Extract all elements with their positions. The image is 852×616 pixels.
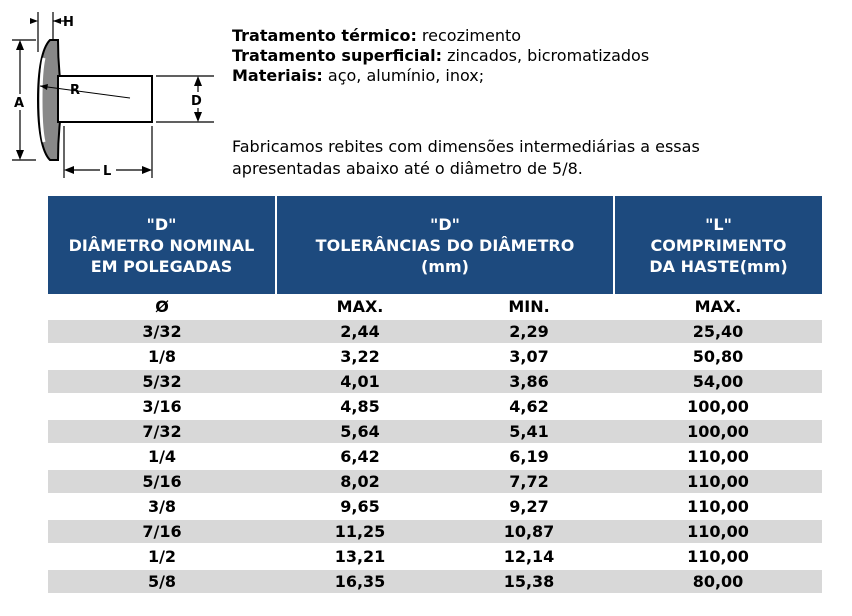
table-cell: 5,41 <box>444 419 614 444</box>
subheader-cell: Ø <box>48 294 276 319</box>
table-cell: 5/8 <box>48 569 276 594</box>
table-subheader-row <box>48 294 822 319</box>
label-a: A <box>14 96 25 111</box>
table-cell: 2,44 <box>276 319 444 344</box>
table-cell: 54,00 <box>614 369 822 394</box>
table-cell: 5,64 <box>276 419 444 444</box>
table-cell: 9,27 <box>444 494 614 519</box>
label-r: R <box>70 83 81 98</box>
table-cell: 6,42 <box>276 444 444 469</box>
table-row <box>48 344 822 369</box>
table-cell: 13,21 <box>276 544 444 569</box>
table-cell: 5/16 <box>48 469 276 494</box>
label-d: D <box>191 94 202 109</box>
table-cell: 1/2 <box>48 544 276 569</box>
table-cell: 80,00 <box>614 569 822 594</box>
table-row <box>48 469 822 494</box>
table-cell: 9,65 <box>276 494 444 519</box>
treatment-info <box>232 26 649 86</box>
table-cell: 12,14 <box>444 544 614 569</box>
table-cell: 1/4 <box>48 444 276 469</box>
table-cell: 2,29 <box>444 319 614 344</box>
table-cell: 3,86 <box>444 369 614 394</box>
table-cell: 8,02 <box>276 469 444 494</box>
info-surface-treatment: Tratamento superficial: zincados, bicromatizados <box>232 46 650 65</box>
table-cell: 110,00 <box>614 444 822 469</box>
label-l: L <box>103 164 112 179</box>
table-cell: 4,85 <box>276 394 444 419</box>
table-row <box>48 544 822 569</box>
table-cell: 6,19 <box>444 444 614 469</box>
note-line-2: apresentadas abaixo até o diâmetro de 5/8. <box>232 159 583 178</box>
table-row <box>48 419 822 444</box>
info-materials: Materiais: aço, alumínio, inox; <box>232 66 485 85</box>
table-cell: 7,72 <box>444 469 614 494</box>
subheader-cell: MAX. <box>276 294 444 319</box>
label-h: H <box>63 15 74 30</box>
table-cell: 7/16 <box>48 519 276 544</box>
table-cell: 15,38 <box>444 569 614 594</box>
header-shank-length: "L" COMPRIMENTO DA HASTE(mm) <box>614 196 822 294</box>
table-cell: 100,00 <box>614 394 822 419</box>
table-cell: 110,00 <box>614 544 822 569</box>
table-cell: 5/32 <box>48 369 276 394</box>
table-cell: 16,35 <box>276 569 444 594</box>
table-cell: 3,07 <box>444 344 614 369</box>
rivet-spec-table <box>48 196 822 595</box>
subheader-cell: MIN. <box>444 294 614 319</box>
table-row <box>48 369 822 394</box>
table-row <box>48 494 822 519</box>
subheader-cell: MAX. <box>614 294 822 319</box>
table-cell: 1/8 <box>48 344 276 369</box>
table-header-row <box>48 196 822 294</box>
table-cell: 3/8 <box>48 494 276 519</box>
table-row <box>48 569 822 594</box>
intermediate-dimensions-note <box>232 136 700 180</box>
table-cell: 3,22 <box>276 344 444 369</box>
table-row <box>48 394 822 419</box>
table-cell: 3/16 <box>48 394 276 419</box>
table-cell: 3/32 <box>48 319 276 344</box>
table-cell: 110,00 <box>614 519 822 544</box>
table-row <box>48 444 822 469</box>
table-cell: 10,87 <box>444 519 614 544</box>
table-cell: 110,00 <box>614 494 822 519</box>
header-diameter-tolerance: "D" TOLERÂNCIAS DO DIÂMETRO (mm) <box>276 196 614 294</box>
table-cell: 4,01 <box>276 369 444 394</box>
info-heat-treatment: Tratamento térmico: recozimento <box>232 26 522 45</box>
table-cell: 110,00 <box>614 469 822 494</box>
table-cell: 25,40 <box>614 319 822 344</box>
rivet-diagram <box>0 0 220 195</box>
table-cell: 11,25 <box>276 519 444 544</box>
table-cell: 7/32 <box>48 419 276 444</box>
table-cell: 4,62 <box>444 394 614 419</box>
table-row <box>48 319 822 344</box>
table-row <box>48 519 822 544</box>
table-cell: 100,00 <box>614 419 822 444</box>
table-cell: 50,80 <box>614 344 822 369</box>
note-line-1: Fabricamos rebites com dimensões intermediárias a essas <box>232 137 700 156</box>
header-nominal-diameter: "D" DIÂMETRO NOMINAL EM POLEGADAS <box>48 196 276 294</box>
